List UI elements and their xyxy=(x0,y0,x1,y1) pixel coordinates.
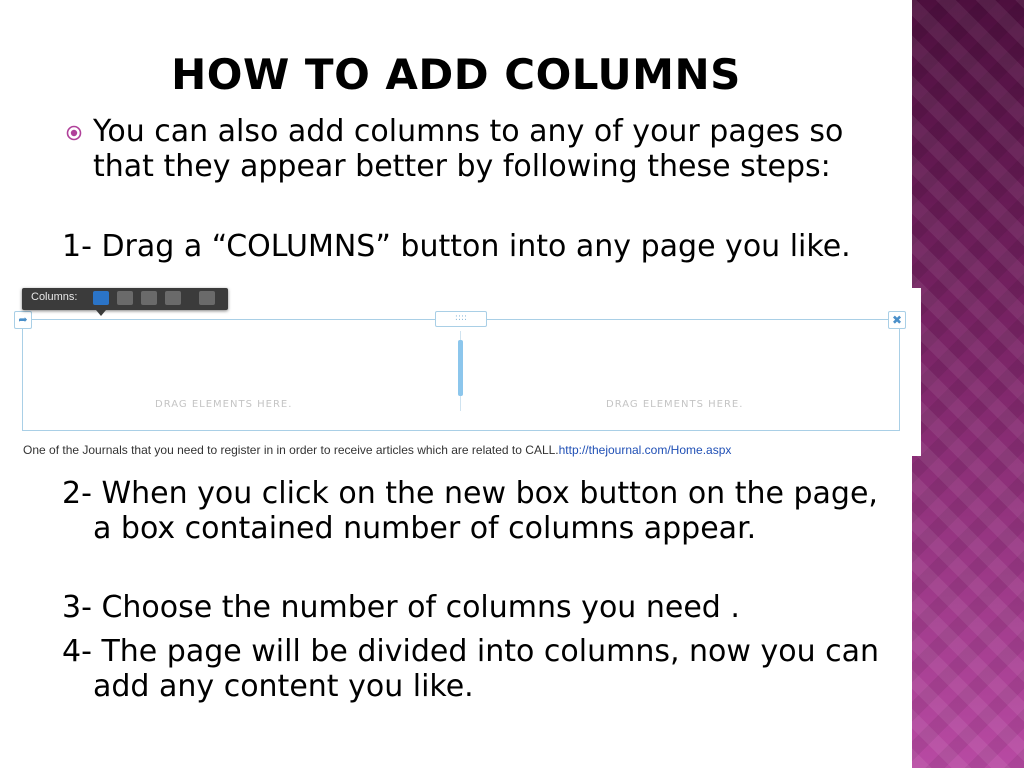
step-1: 1- Drag a “COLUMNS” button into any page you like. xyxy=(62,229,851,264)
close-icon[interactable]: ✖ xyxy=(888,311,906,329)
columns-2-icon[interactable] xyxy=(93,291,109,305)
columns-editor-screenshot xyxy=(0,288,921,456)
column-resize-handle[interactable] xyxy=(458,340,463,396)
screenshot-caption xyxy=(23,443,731,457)
columns-toolbar-label: Columns: xyxy=(31,291,78,303)
toolbar-pointer xyxy=(96,310,106,316)
move-arrow-icon[interactable]: ➦ xyxy=(14,311,32,329)
drop-zone-right: DRAG ELEMENTS HERE. xyxy=(606,399,744,410)
drag-handle-icon[interactable]: :::: xyxy=(435,311,487,327)
journal-link[interactable]: http://thejournal.com/Home.aspx xyxy=(558,443,732,457)
drop-zone-left: DRAG ELEMENTS HERE. xyxy=(155,399,293,410)
bullet-icon xyxy=(66,125,82,141)
step-4: 4- The page will be divided into columns, now you can add any content you like. xyxy=(62,634,880,704)
step-2: 2- When you click on the new box button on the page, a box contained number of columns appear. xyxy=(62,476,878,546)
columns-6-icon[interactable] xyxy=(199,291,215,305)
caption-text: One of the Journals that you need to register in in order to receive articles which are related to CALL. xyxy=(23,443,559,457)
columns-toolbar xyxy=(22,288,228,310)
intro-paragraph: You can also add columns to any of your pages so that they appear better by following these steps: xyxy=(93,114,844,184)
columns-5-icon[interactable] xyxy=(165,291,181,305)
slide-title: HOW TO ADD COLUMNS xyxy=(171,50,741,99)
decorative-side-band xyxy=(912,0,1024,768)
columns-4-icon[interactable] xyxy=(141,291,157,305)
columns-3-icon[interactable] xyxy=(117,291,133,305)
step-3: 3- Choose the number of columns you need . xyxy=(62,590,740,625)
